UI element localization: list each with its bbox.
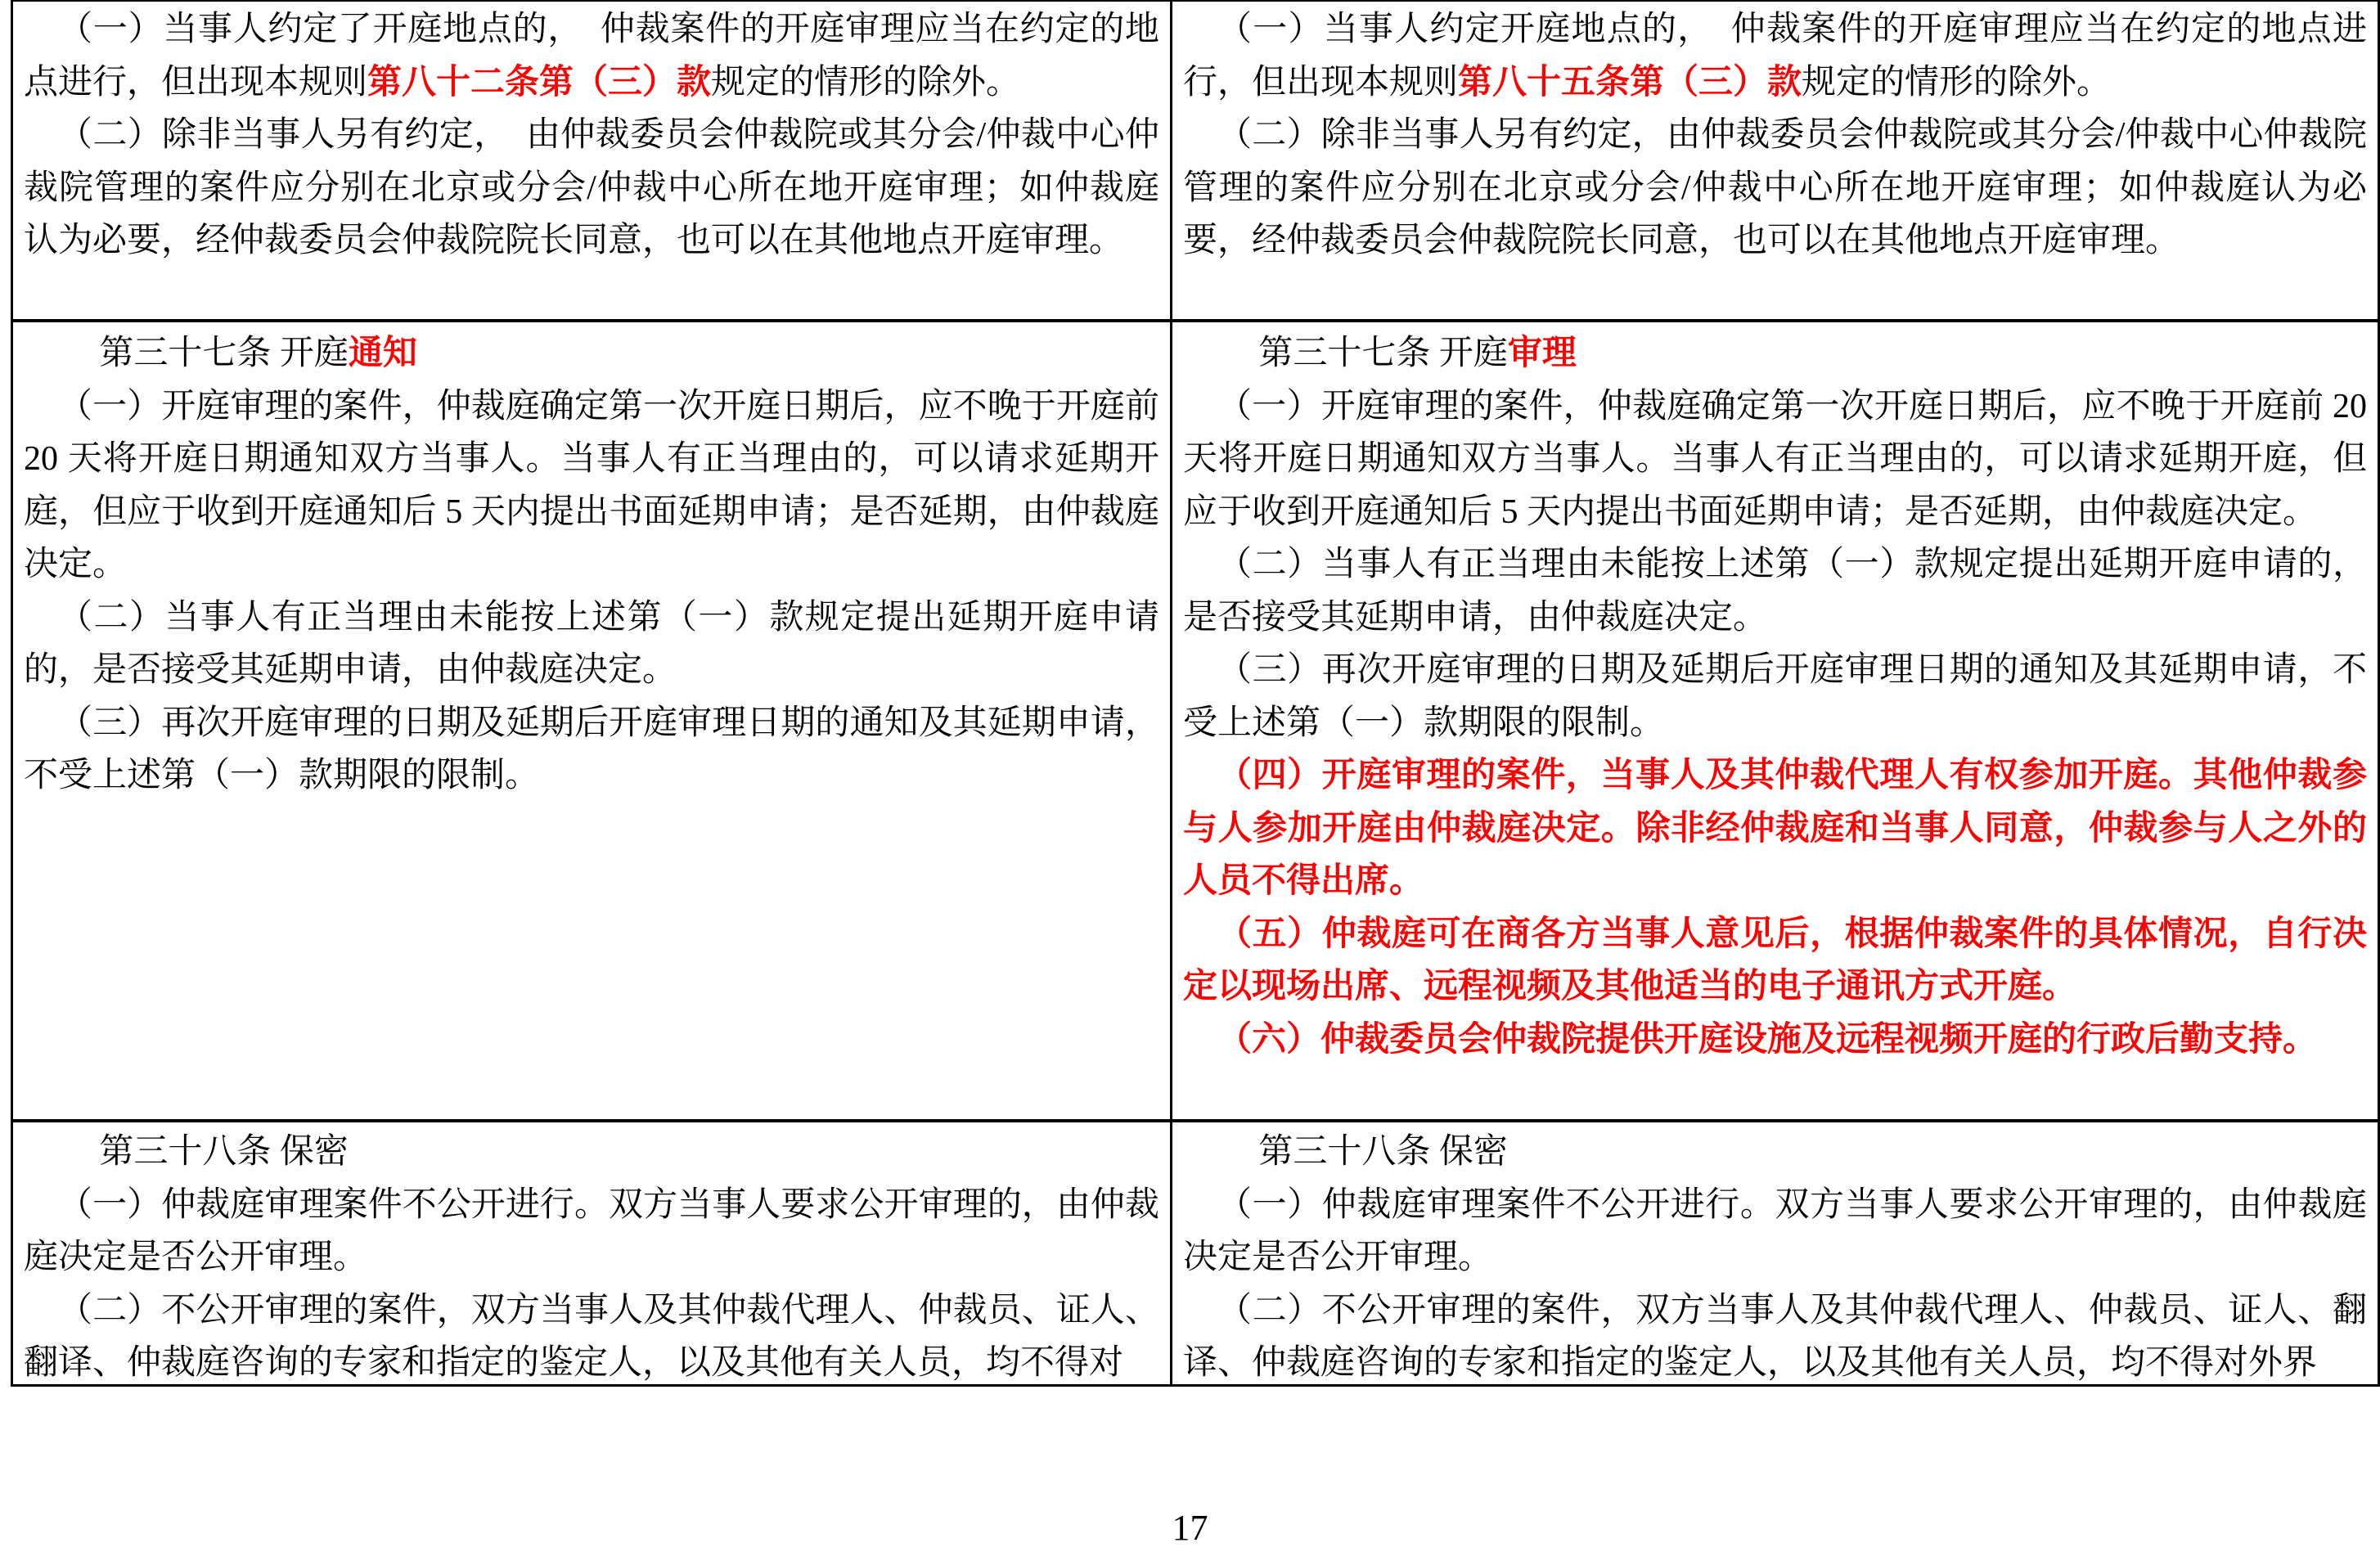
cell-content [1172,322,2378,1119]
text-run: （三）再次开庭审理的日期及延期后开庭审理日期的通知及其延期申请，不受上述第（一）款期限的限制。 [1183,651,2367,742]
clause-paragraph [1183,1179,2367,1284]
clause-paragraph [1183,3,2367,109]
clause-paragraph [24,1284,1159,1385]
article-title [1183,327,2367,380]
clause-paragraph [1183,644,2367,749]
text-run: （一）当事人约定开庭地点的， 仲裁案件的开庭审理应当在约定的地点进行，但出现本规则 [1183,11,2367,101]
rules-comparison-table [11,0,2380,1387]
text-run: （二）除非当事人另有约定， 由仲裁委员会仲裁院或其分会/仲裁中心仲裁院管理的案件应分别在北京或分会/仲裁中心所在地开庭审理；如仲裁庭认为必要，经仲裁委员会仲裁院院长同意，也可以在其他地点开庭审理。 [24,116,1159,259]
clause-paragraph [24,109,1159,268]
table-row [12,321,2379,1121]
text-run: （二）当事人有正当理由未能按上述第（一）款规定提出延期开庭申请的，是否接受其延期申请，由仲裁庭决定。 [24,598,1159,689]
text-run: （二）除非当事人另有约定，由仲裁委员会仲裁院或其分会/仲裁中心仲裁院管理的案件应分别在北京或分会/仲裁中心所在地开庭审理；如仲裁庭认为必要，经仲裁委员会仲裁院院长同意，也可以在其他地点开庭审理。 [1183,116,2367,259]
text-run: 第三十八条 保密 [1258,1133,1508,1171]
cell-content [1172,1122,2378,1384]
text-run: （一）仲裁庭审理案件不公开进行。双方当事人要求公开审理的，由仲裁庭决定是否公开审理。 [1183,1185,2367,1276]
clause-paragraph [1183,908,2367,1014]
cell-content [13,1122,1170,1384]
text-run: （二）不公开审理的案件，双方当事人及其仲裁代理人、仲裁员、证人、翻译、仲裁庭咨询的专家和指定的鉴定人，以及其他有关人员，均不得对 [24,1291,1159,1382]
revised-text-run: 通知 [348,335,417,372]
revised-text-run: 第八十五条第（三）款 [1458,63,1802,101]
text-run: （一）当事人约定了开庭地点的， 仲裁案件的开庭审理应当在约定的地点进行，但出现本规则 [24,11,1159,101]
text-run: 规定的情形的除外。 [1802,63,2112,101]
clause-paragraph [24,591,1159,697]
clause-paragraph [24,380,1159,591]
clause-paragraph [1183,380,2367,539]
article-title [24,327,1159,380]
cell-content [1172,2,2378,319]
article-title [24,1126,1159,1179]
clause-paragraph [24,1179,1159,1284]
left-column-cell [12,321,1172,1121]
text-run: （一）开庭审理的案件，仲裁庭确定第一次开庭日期后，应不晚于开庭前 20 天将开庭日期通知双方当事人。当事人有正当理由的，可以请求延期开庭，但应于收到开庭通知后 5 天内提出书面延期申请；是否延期，由仲裁庭决定。 [24,387,1159,583]
clause-paragraph [1183,538,2367,644]
clause-paragraph [1183,1284,2367,1385]
text-run: （一）仲裁庭审理案件不公开进行。双方当事人要求公开审理的，由仲裁庭决定是否公开审理。 [24,1185,1159,1276]
clause-paragraph [1183,1014,2367,1067]
revised-text-run: （五）仲裁庭可在商各方当事人意见后，根据仲裁案件的具体情况，自行决定以现场出席、远程视频及其他适当的电子通讯方式开庭。 [1183,915,2367,1005]
page-number: 17 [1172,1508,1208,1548]
clause-paragraph [1183,749,2367,908]
text-run: （二）当事人有正当理由未能按上述第（一）款规定提出延期开庭申请的，是否接受其延期申请，由仲裁庭决定。 [1183,546,2367,636]
revised-text-run: （四）开庭审理的案件，当事人及其仲裁代理人有权参加开庭。其他仲裁参与人参加开庭由仲裁庭决定。除非经仲裁庭和当事人同意，仲裁参与人之外的人员不得出席。 [1183,757,2367,900]
left-column-cell [12,1,1172,321]
clause-paragraph [24,3,1159,109]
text-run: （一）开庭审理的案件，仲裁庭确定第一次开庭日期后，应不晚于开庭前 20 天将开庭日期通知双方当事人。当事人有正当理由的，可以请求延期开庭，但应于收到开庭通知后 5 天内提出书面延期申请；是否延期，由仲裁庭决定。 [1183,387,2367,531]
table-body [12,1,2379,1386]
table-row [12,1,2379,321]
clause-paragraph [24,697,1159,803]
left-column-cell [12,1121,1172,1386]
text-run: 规定的情形的除外。 [711,63,1021,101]
text-run: （二）不公开审理的案件，双方当事人及其仲裁代理人、仲裁员、证人、翻译、仲裁庭咨询的专家和指定的鉴定人，以及其他有关人员，均不得对外界 [1183,1291,2367,1382]
right-column-cell [1172,1121,2379,1386]
text-run: （三）再次开庭审理的日期及延期后开庭审理日期的通知及其延期申请，不受上述第（一）款期限的限制。 [24,704,1159,794]
text-run: 第三十七条 开庭 [99,335,349,372]
cell-content [13,2,1170,319]
table-row [12,1121,2379,1386]
article-title [1183,1126,2367,1179]
revised-text-run: 审理 [1507,335,1577,372]
text-run: 第三十七条 开庭 [1258,335,1508,372]
cell-content [13,322,1170,1119]
right-column-cell [1172,1,2379,321]
revised-text-run: （六）仲裁委员会仲裁院提供开庭设施及远程视频开庭的行政后勤支持。 [1217,1020,2318,1059]
right-column-cell [1172,321,2379,1121]
text-run: 第三十八条 保密 [99,1133,349,1171]
revised-text-run: 第八十二条第（三）款 [367,63,712,101]
clause-paragraph [1183,109,2367,268]
